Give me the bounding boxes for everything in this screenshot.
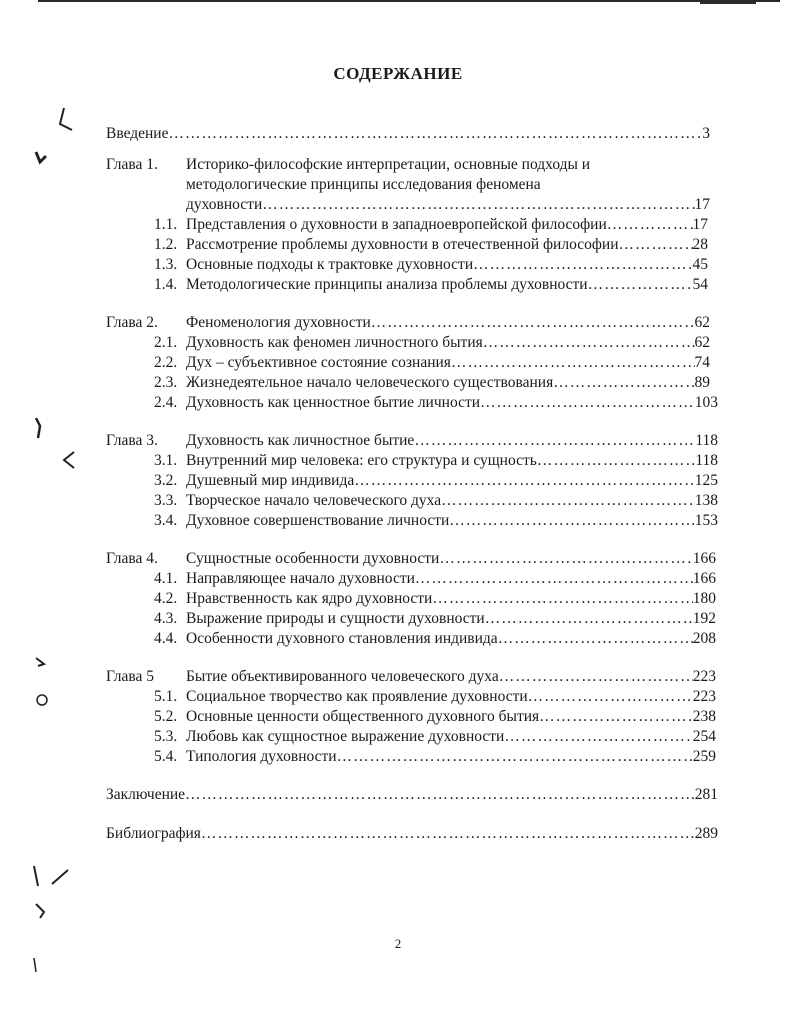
toc-entry-page: 125: [694, 472, 718, 489]
toc-entry-page: 103: [694, 394, 718, 411]
section-title: Социальное творчество как проявление духовности: [186, 688, 528, 705]
section-entry[interactable]: [154, 451, 718, 471]
section-number: 3.4.: [154, 512, 178, 529]
section-title: Духовность как ценностное бытие личности: [186, 394, 481, 411]
page-number: 2: [394, 936, 402, 951]
toc-entry-page: 208: [692, 630, 716, 647]
scan-mark: [36, 904, 44, 918]
scan-mark: [36, 418, 40, 438]
toc-leader-dots: [414, 431, 695, 451]
section-number: 2.1.: [154, 334, 178, 351]
section-title: Душевный мир индивида: [186, 472, 355, 489]
chapter-title: Бытие объективированного человеческого духа: [186, 668, 499, 685]
toc-leader-dots: [499, 667, 693, 687]
section-number: 4.3.: [154, 610, 178, 627]
section-entry[interactable]: [154, 687, 716, 707]
toc-leader-dots: [439, 549, 692, 569]
section-title: Основные ценности общественного духовного бытия: [186, 708, 540, 725]
toc-leader-dots: [185, 785, 695, 805]
toc-leader-dots: [480, 393, 695, 413]
chapter-entry[interactable]: [106, 667, 716, 687]
toc-entry-page: 281: [694, 786, 718, 803]
section-entry[interactable]: [154, 353, 710, 373]
toc-entry-page: 3: [702, 125, 710, 142]
toc-leader-dots: [201, 824, 695, 844]
section-title: Духовное совершенствование личности: [186, 512, 450, 529]
section-title: Рассмотрение проблемы духовности в отечественной философии: [186, 236, 619, 253]
section-title: Выражение природы и сущности духовности: [186, 610, 485, 627]
toc-entry-page: 62: [694, 334, 710, 351]
scan-mark: [36, 152, 46, 162]
section-title: Типология духовности: [186, 748, 337, 765]
section-number: 1.1.: [154, 216, 178, 233]
toc-entry-page: 54: [692, 276, 708, 293]
toc-leader-dots: [539, 707, 693, 727]
toc-entry-page: 45: [692, 256, 708, 273]
section-entry[interactable]: [154, 275, 708, 295]
toc-leader-dots: [607, 215, 693, 235]
section-entry[interactable]: [154, 747, 716, 767]
section-title: Представления о духовности в западноевропейской философии: [186, 216, 607, 233]
chapter-title-line: методологические принципы исследования феномена: [186, 176, 541, 193]
toc-entry-title: Введение: [106, 125, 169, 142]
scan-mark: [37, 695, 47, 705]
toc-entry-page: 166: [692, 550, 716, 567]
toc-leader-dots: [262, 195, 694, 215]
section-entry[interactable]: [154, 491, 718, 511]
section-entry[interactable]: [154, 215, 708, 235]
toc-entry-page: 118: [695, 452, 718, 469]
chapter-title: Сущностные особенности духовности: [186, 550, 440, 567]
section-title: Творческое начало человеческого духа: [186, 492, 442, 509]
toc-entry-page: 17: [694, 196, 710, 213]
toc-leader-dots: [432, 589, 692, 609]
chapter-title-line: Историко-философские интерпретации, основные подходы и: [186, 156, 591, 173]
section-title: Внутренний мир человека: его структура и сущность: [186, 452, 537, 469]
toc-entry-page: 74: [694, 354, 710, 371]
toc-entry-page: 62: [694, 314, 710, 331]
toc-leader-dots: [588, 275, 693, 295]
toc-entry-page: 89: [694, 374, 710, 391]
section-title: Особенности духовного становления индивида: [186, 630, 498, 647]
section-entry[interactable]: [154, 373, 710, 393]
section-number: 2.2.: [154, 354, 178, 371]
section-entry[interactable]: [154, 707, 716, 727]
toc-leader-dots: [371, 313, 695, 333]
section-number: 5.2.: [154, 708, 178, 725]
toc-entry-page: 17: [692, 216, 708, 233]
chapter-title-line: духовности: [186, 196, 263, 213]
section-title: Духовность как феномен личностного бытия: [186, 334, 483, 351]
toc-entry-title: Библиография: [106, 825, 201, 842]
toc-leader-dots: [498, 629, 693, 649]
section-entry[interactable]: [154, 393, 718, 413]
page-title: СОДЕРЖАНИЕ: [333, 64, 463, 83]
scan-mark: [60, 108, 72, 130]
toc-leader-dots: [619, 235, 693, 255]
section-title: Жизнедеятельное начало человеческого существования: [186, 374, 554, 391]
toc-entry-page: 153: [694, 512, 718, 529]
scan-mark: [36, 658, 44, 666]
toc-leader-dots: [504, 727, 692, 747]
toc-leader-dots: [528, 687, 693, 707]
toc-entry-page: 166: [692, 570, 716, 587]
toc-leader-dots: [441, 491, 695, 511]
toc-leader-dots: [451, 353, 695, 373]
section-title: Нравственность как ядро духовности: [186, 590, 433, 607]
chapter-entry[interactable]: [106, 431, 718, 451]
scan-mark: [34, 958, 36, 972]
toc-leader-dots: [483, 333, 695, 353]
toc-entry-page: 192: [692, 610, 716, 627]
toc-leader-dots: [415, 569, 693, 589]
toc-entry-intro[interactable]: [106, 124, 710, 144]
section-entry[interactable]: [154, 727, 716, 747]
toc-leader-dots: [449, 511, 694, 531]
toc-entry-page: 180: [692, 590, 716, 607]
section-number: 3.1.: [154, 452, 178, 469]
toc-entry-page: 259: [692, 748, 716, 765]
scan-mark: [34, 866, 68, 886]
chapter-entry[interactable]: [106, 313, 710, 333]
section-number: 2.4.: [154, 394, 178, 411]
section-number: 1.3.: [154, 256, 178, 273]
chapter-title: Феноменология духовности: [186, 314, 371, 331]
section-entry[interactable]: [154, 589, 716, 609]
chapter-entry[interactable]: [106, 549, 716, 569]
section-title: Методологические принципы анализа проблемы духовности: [186, 276, 588, 293]
chapter-title: Духовность как личностное бытие: [186, 432, 415, 449]
section-number: 1.2.: [154, 236, 178, 253]
section-title: Направляющее начало духовности: [186, 570, 415, 587]
section-number: 4.2.: [154, 590, 178, 607]
section-number: 5.4.: [154, 748, 178, 765]
scan-mark: [64, 452, 74, 468]
section-number: 5.1.: [154, 688, 178, 705]
toc-leader-dots: [537, 451, 695, 471]
section-entry[interactable]: [154, 235, 708, 255]
section-number: 2.3.: [154, 374, 178, 391]
section-entry[interactable]: [154, 255, 708, 275]
toc-leader-dots: [354, 471, 695, 491]
toc-entry-page: 138: [694, 492, 718, 509]
section-entry[interactable]: [154, 511, 718, 531]
section-entry[interactable]: [154, 333, 710, 353]
section-title: Основные подходы к трактовке духовности: [186, 256, 474, 273]
toc-entry-page: 238: [692, 708, 716, 725]
toc-entry-bibliography[interactable]: [106, 824, 718, 844]
section-number: 3.3.: [154, 492, 178, 509]
section-title: Дух – субъективное состояние сознания: [186, 354, 451, 371]
section-number: 5.3.: [154, 728, 178, 745]
toc-leader-dots: [485, 609, 693, 629]
toc-entry-page: 118: [695, 432, 718, 449]
toc-leader-dots: [168, 124, 702, 144]
section-number: 3.2.: [154, 472, 178, 489]
chapter-number: Глава 2.: [106, 314, 158, 331]
toc-entry-conclusion[interactable]: [106, 785, 718, 805]
toc-leader-dots: [473, 255, 692, 275]
toc-entry-page: 289: [694, 825, 718, 842]
section-number: 1.4.: [154, 276, 178, 293]
section-title: Любовь как сущностное выражение духовности: [186, 728, 505, 745]
section-entry[interactable]: [154, 609, 716, 629]
section-entry[interactable]: [154, 629, 716, 649]
section-entry[interactable]: [154, 569, 716, 589]
toc-entry-page: 223: [692, 668, 716, 685]
section-number: 4.4.: [154, 630, 178, 647]
scan-margin-marks: [30, 100, 90, 980]
section-entry[interactable]: [154, 471, 718, 491]
chapter-entry[interactable]: [186, 195, 710, 215]
chapter-number: Глава 3.: [106, 432, 158, 449]
toc-leader-dots: [553, 373, 694, 393]
chapter-number: Глава 1.: [106, 156, 158, 173]
chapter-number: Глава 5: [106, 668, 155, 685]
toc-entry-page: 28: [692, 236, 708, 253]
toc-entry-page: 254: [692, 728, 716, 745]
chapter-number: Глава 4.: [106, 550, 158, 567]
toc-leader-dots: [337, 747, 693, 767]
toc-entry-title: Заключение: [106, 786, 186, 803]
toc-entry-page: 223: [692, 688, 716, 705]
section-number: 4.1.: [154, 570, 178, 587]
